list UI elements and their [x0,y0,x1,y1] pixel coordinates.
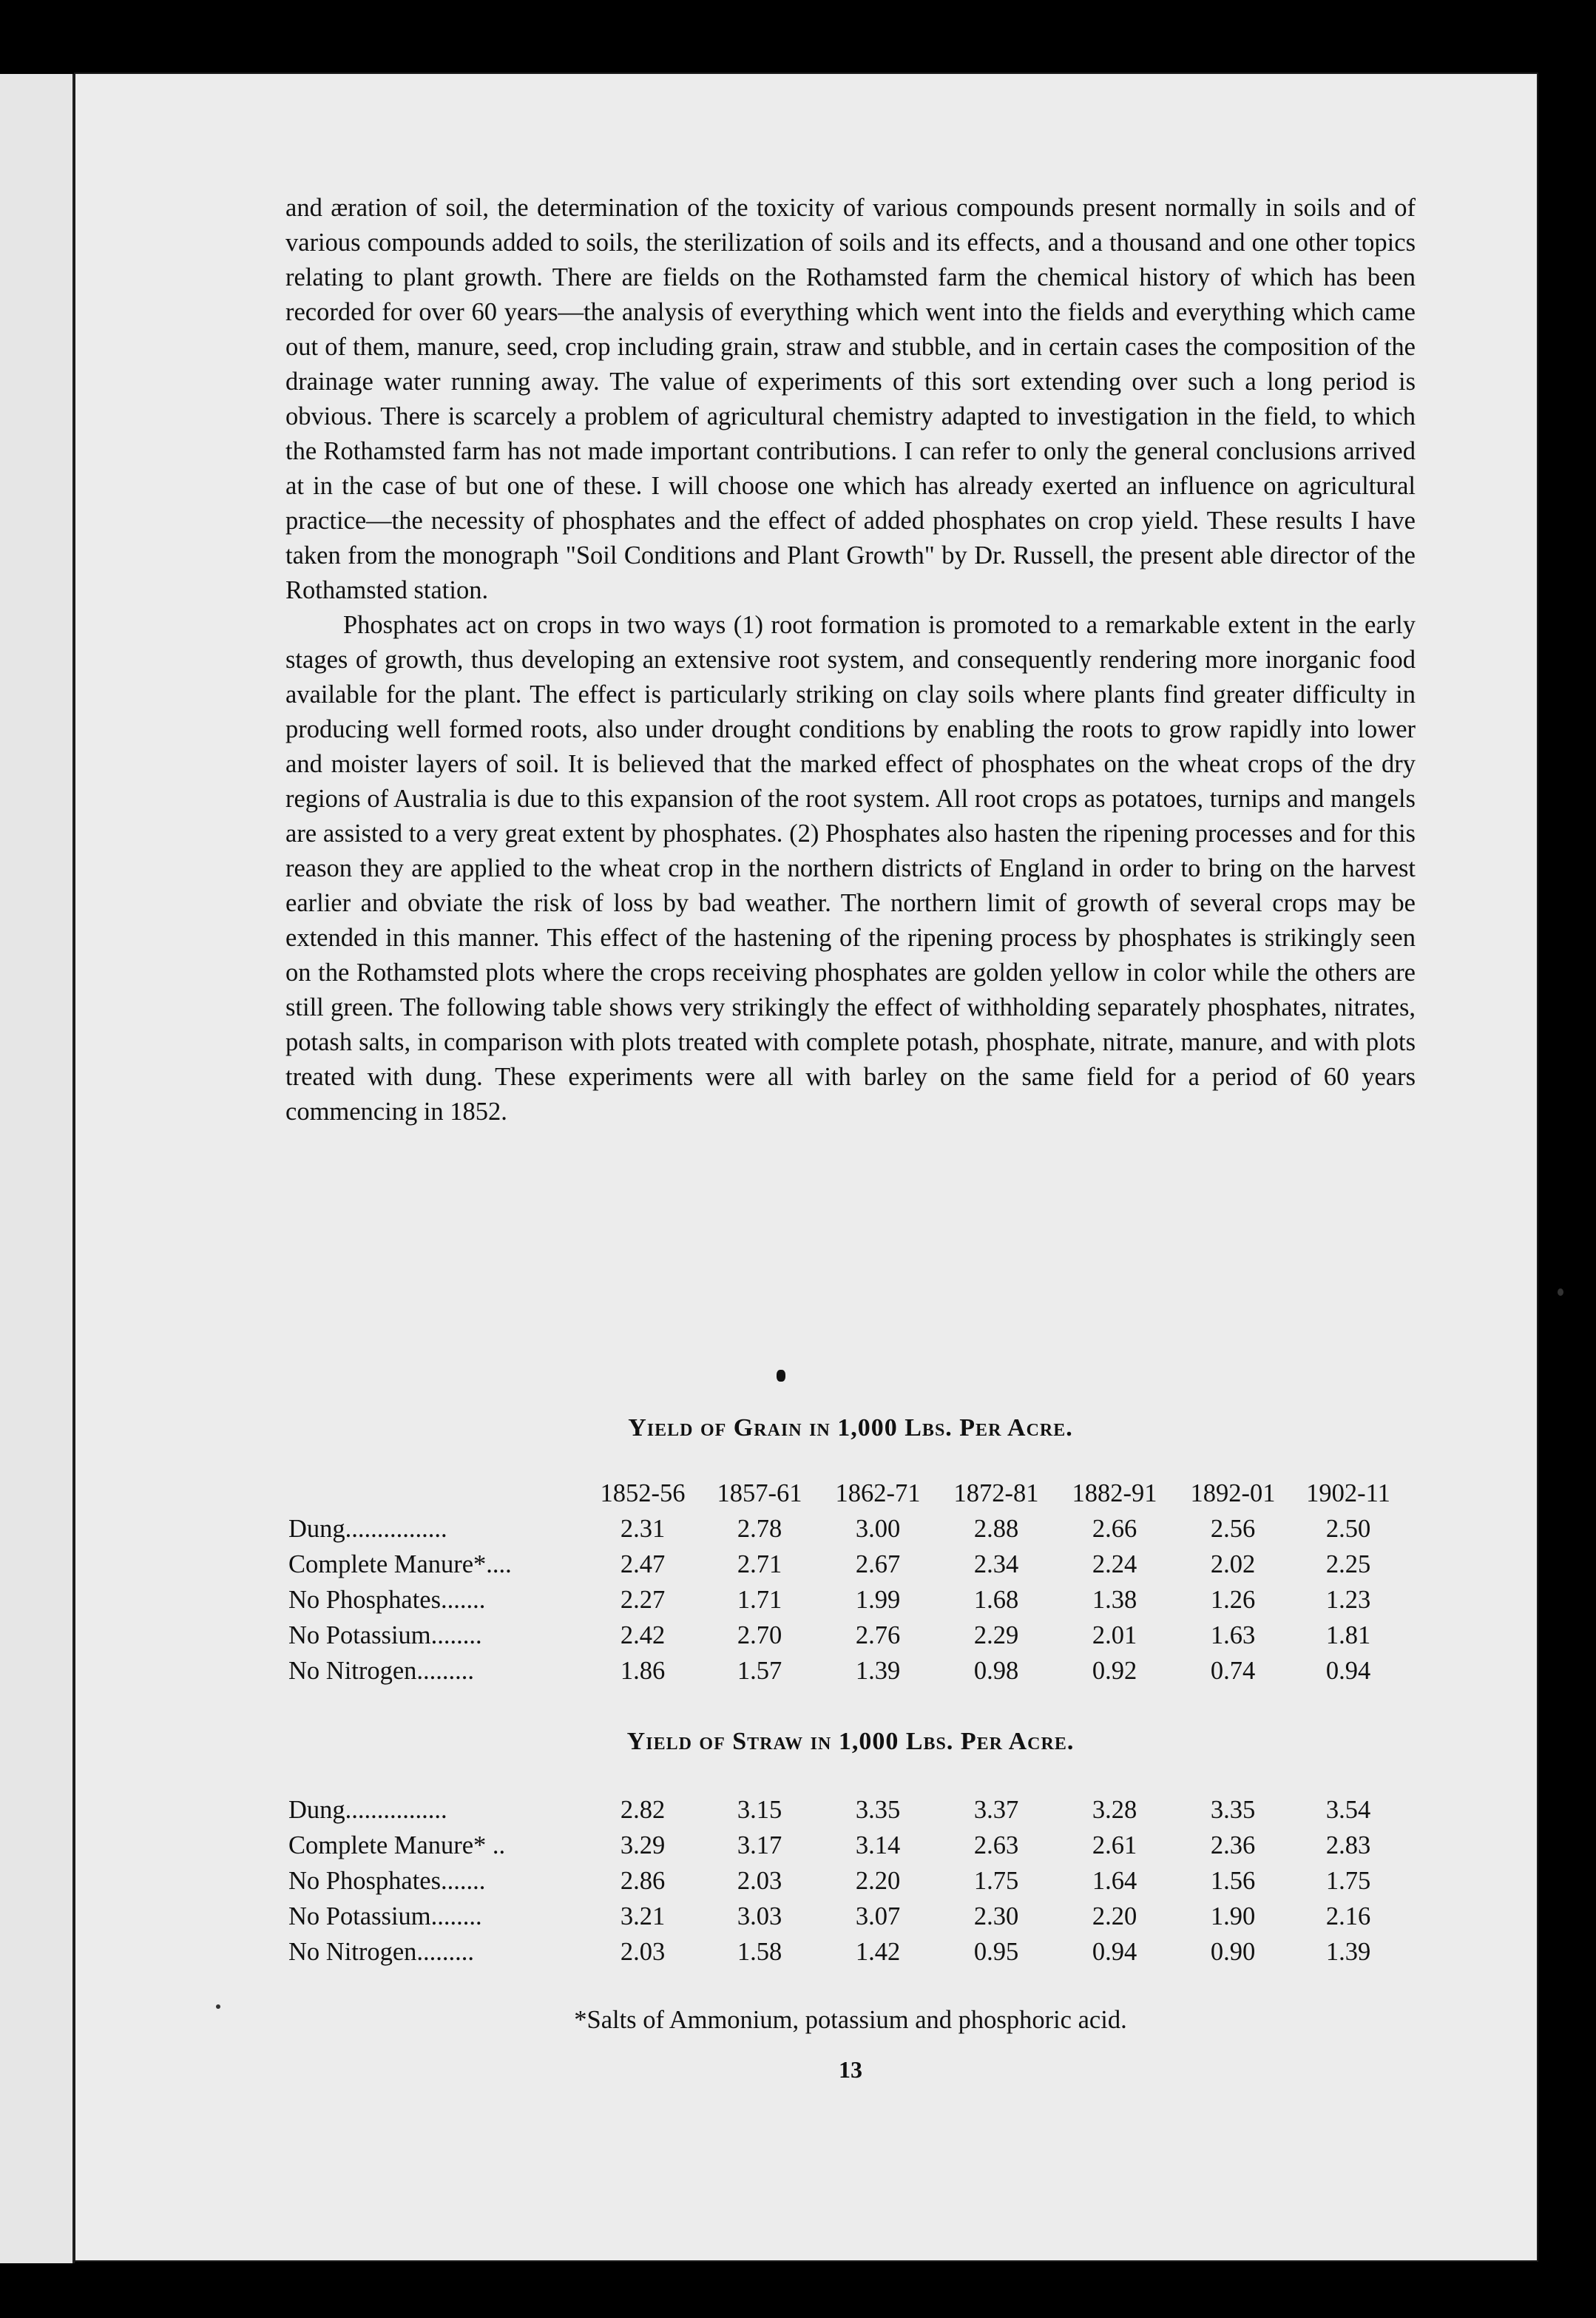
row-label: Dung................ [288,1796,447,1824]
straw-table-row [285,1831,1416,1867]
page-number: 13 [839,2056,862,2083]
table-cell: 2.25 [1325,1550,1371,1578]
table-cell: 2.56 [1210,1515,1256,1543]
table-cell: 3.17 [737,1831,782,1859]
grain-table-row [285,1586,1416,1621]
table-cell: 3.29 [620,1831,666,1859]
table-cell: 2.31 [620,1515,666,1543]
table-cell: 3.35 [855,1796,901,1824]
facing-page-edge [0,74,75,2263]
table-cell: 2.61 [1092,1831,1137,1859]
table-cell: 0.94 [1092,1938,1137,1966]
grain-table-row [285,1657,1416,1692]
table-cell: 1.68 [973,1586,1019,1614]
ink-blot [777,1370,785,1382]
table-cell: 0.90 [1210,1938,1256,1966]
table-cell: 2.86 [620,1867,666,1895]
table-cell: 2.47 [620,1550,666,1578]
table-cell: 2.20 [855,1867,901,1895]
straw-table-row [285,1938,1416,1973]
column-header: 1902-11 [1306,1479,1390,1507]
table-cell: 3.21 [620,1902,666,1930]
table-cell: 2.34 [973,1550,1019,1578]
table-cell: 3.03 [737,1902,782,1930]
table-cell: 1.58 [737,1938,782,1966]
table-cell: 2.50 [1325,1515,1371,1543]
table-cell: 2.70 [737,1621,782,1649]
table-cell: 0.95 [973,1938,1019,1966]
table-cell: 1.99 [855,1586,901,1614]
table-cell: 1.57 [737,1657,782,1685]
table-cell: 2.03 [620,1938,666,1966]
grain-table-row [285,1515,1416,1550]
table-cell: 3.00 [855,1515,901,1543]
column-header: 1892-01 [1190,1479,1276,1507]
table-cell: 2.42 [620,1621,666,1649]
table-cell: 2.16 [1325,1902,1371,1930]
table-cell: 1.26 [1210,1586,1256,1614]
grain-table-title: Yield of Grain in 1,000 Lbs. Per Acre. [628,1414,1073,1442]
row-label: Complete Manure*.... [288,1550,512,1578]
straw-table-row [285,1867,1416,1902]
column-header: 1852-56 [600,1479,686,1507]
grain-table-row [285,1621,1416,1657]
paragraph-2: Phosphates act on crops in two ways (1) root formation is promoted to a remarkable extent in the early stages of growth, thus developing an extensive root system, and consequently rendering more inorganic food available for the plant. The effect is particularly striking on clay soils where plants find greater difficulty in producing well formed roots, also under drought conditions by enabling the roots to grow rapidly into lower and moister layers of soil. It is believed that the marked effect of phosphates on the wheat crops of the dry regions of Australia is due to this expansion of the root system. All root crops as potatoes, turnips and mangels are assisted to a very great extent by phosphates. (2) Phosphates also hasten the ripening processes and for this reason they are applied to the wheat crop in the northern districts of England in order to bring on the harvest earlier and obviate the risk of loss by bad weather. The northern limit of growth of several crops may be extended in this manner. This effect of the hastening of the ripening process by phosphates is strikingly seen on the Rothamsted plots where the crops receiving phosphates are golden yellow in color while the others are still green. The following table shows very strikingly the effect of withholding separately phosphates, nitrates, potash salts, in comparison with plots treated with complete potash, phosphate, nitrate, manure, and with plots treated with dung. These experiments were all with barley on the same field for a period of 60 years commencing in 1852. [285,611,1416,1126]
table-cell: 1.81 [1325,1621,1371,1649]
table-cell: 2.71 [737,1550,782,1578]
table-cell: 2.27 [620,1586,666,1614]
row-label: No Potassium........ [288,1621,482,1649]
table-cell: 3.07 [855,1902,901,1930]
table-cell: 3.35 [1210,1796,1256,1824]
table-cell: 0.98 [973,1657,1019,1685]
scan-speck [1558,1288,1563,1296]
row-label: No Nitrogen......... [288,1938,475,1966]
table-cell: 1.90 [1210,1902,1256,1930]
row-label: No Potassium........ [288,1902,482,1930]
table-cell: 2.83 [1325,1831,1371,1859]
row-label: No Nitrogen......... [288,1657,475,1685]
table-cell: 3.54 [1325,1796,1371,1824]
row-label: No Phosphates....... [288,1586,486,1614]
table-cell: 2.24 [1092,1550,1137,1578]
table-cell: 1.75 [1325,1867,1371,1895]
table-cell: 2.88 [973,1515,1019,1543]
grain-yield-table [285,1479,1416,1692]
table-cell: 1.63 [1210,1621,1256,1649]
table-cell: 2.20 [1092,1902,1137,1930]
row-label: Complete Manure* .. [288,1831,506,1859]
table-cell: 1.38 [1092,1586,1137,1614]
row-label: Dung................ [288,1515,447,1543]
table-cell: 0.92 [1092,1657,1137,1685]
table-cell: 1.64 [1092,1867,1137,1895]
table-cell: 1.56 [1210,1867,1256,1895]
straw-table-title: Yield of Straw in 1,000 Lbs. Per Acre. [626,1728,1075,1755]
table-cell: 0.94 [1325,1657,1371,1685]
table-cell: 3.14 [855,1831,901,1859]
grain-header-row [285,1479,1416,1515]
table-cell: 2.29 [973,1621,1019,1649]
table-cell: 0.74 [1210,1657,1256,1685]
table-cell: 1.75 [973,1867,1019,1895]
table-cell: 1.86 [620,1657,666,1685]
straw-table-row [285,1902,1416,1938]
table-cell: 1.39 [855,1657,901,1685]
table-cell: 3.15 [737,1796,782,1824]
table-cell: 3.37 [973,1796,1019,1824]
table-cell: 2.36 [1210,1831,1256,1859]
table-cell: 1.71 [737,1586,782,1614]
table-cell: 2.03 [737,1867,782,1895]
table-cell: 2.76 [855,1621,901,1649]
table-cell: 2.02 [1210,1550,1256,1578]
straw-yield-table [285,1796,1416,1973]
column-header: 1882-91 [1072,1479,1157,1507]
column-header: 1872-81 [953,1479,1039,1507]
table-cell: 2.82 [620,1796,666,1824]
table-cell: 2.66 [1092,1515,1137,1543]
table-cell: 2.01 [1092,1621,1137,1649]
table-cell: 1.23 [1325,1586,1371,1614]
table-cell: 2.67 [855,1550,901,1578]
table-cell: 2.78 [737,1515,782,1543]
column-header: 1857-61 [717,1479,802,1507]
scan-speck [216,2004,220,2009]
grain-table-row [285,1550,1416,1586]
table-cell: 1.39 [1325,1938,1371,1966]
table-cell: 3.28 [1092,1796,1137,1824]
column-header: 1862-71 [835,1479,921,1507]
table-cell: 2.30 [973,1902,1019,1930]
table-cell: 1.42 [855,1938,901,1966]
straw-table-row [285,1796,1416,1831]
body-text [285,191,1416,1129]
footnote: *Salts of Ammonium, potassium and phosphoric acid. [574,2006,1127,2034]
table-cell: 2.63 [973,1831,1019,1859]
paragraph-1: and æration of soil, the determination of the toxicity of various compounds present normally in soils and of various compounds added to soils, the sterilization of soils and its effects, and a thousand and one other topics relating to plant growth. There are fields on the Rothamsted farm the chemical history of which has been recorded for over 60 years—the analysis of everything which went into the fields and everything which came out of them, manure, seed, crop including grain, straw and stubble, and in certain cases the composition of the drainage water running away. The value of experiments of this sort extending over such a long period is obvious. There is scarcely a problem of agricultural chemistry adapted to investigation in the field, to which the Rothamsted farm has not made important contributions. I can refer to only the general conclusions arrived at in the case of but one of these. I will choose one which has already exerted an influence on agricultural practice—the necessity of phosphates and the effect of added phosphates on crop yield. These results I have taken from the monograph "Soil Conditions and Plant Growth" by Dr. Russell, the present able director of the Rothamsted station. [285,194,1416,604]
row-label: No Phosphates....... [288,1867,486,1895]
